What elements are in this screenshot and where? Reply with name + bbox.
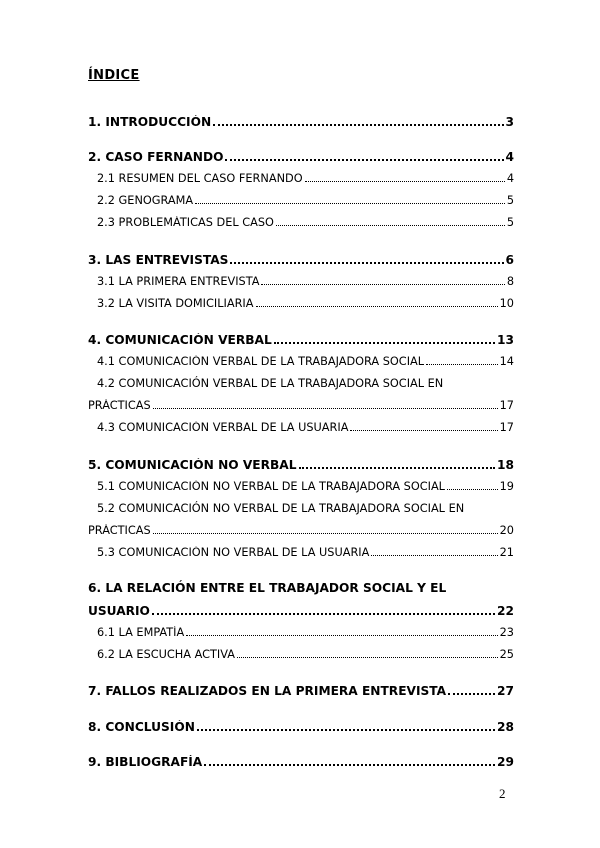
toc-entry-page: 14 [499, 355, 514, 368]
toc-entry-genograma[interactable] [97, 194, 514, 207]
toc-entry-problematicas[interactable] [97, 216, 514, 229]
toc-entry-text: 1. INTRODUCCIÓN [88, 115, 212, 129]
toc-entry-cnv-practicas[interactable] [88, 524, 514, 537]
toc-entry-comunicacion-verbal[interactable] [88, 333, 514, 347]
toc-entry-page: 5 [506, 194, 514, 207]
dot-leader [230, 262, 503, 264]
toc-entry-text: 3.1 LA PRIMERA ENTREVISTA [97, 275, 260, 288]
toc-title: ÍNDICE [88, 68, 140, 83]
dot-leader [426, 364, 498, 365]
toc-entry-caso-fernando[interactable] [88, 150, 514, 164]
toc-entry-page: 4 [506, 172, 514, 185]
toc-entry-text: 2. CASO FERNANDO [88, 150, 224, 164]
dot-leader [448, 693, 495, 695]
dot-leader [299, 467, 496, 469]
toc-entry-text: 6.2 LA ESCUCHA ACTIVA [97, 648, 235, 661]
toc-entry-page: 27 [497, 684, 514, 698]
dot-leader [152, 613, 495, 615]
toc-entry-page: 17 [499, 399, 514, 412]
toc-entry-primera-entrevista[interactable] [97, 275, 514, 288]
dot-leader [186, 635, 497, 636]
toc-entry-relacion-line1[interactable]: 6. LA RELACIÓN ENTRE EL TRABAJADOR SOCIAL Y EL [88, 581, 447, 595]
toc-entry-page: 3 [505, 115, 514, 129]
toc-entry-text: 3.2 LA VISITA DOMICILIARIA [97, 297, 254, 310]
toc-entry-page: 23 [499, 626, 514, 639]
toc-entry-text: 5.3 COMUNICACIÓN NO VERBAL DE LA USUARIA [97, 546, 370, 559]
toc-entry-text: 7. FALLOS REALIZADOS EN LA PRIMERA ENTREVISTA [88, 684, 447, 698]
dot-leader [371, 555, 497, 556]
dot-leader [274, 342, 495, 344]
toc-entry-text: PRÁCTICAS [88, 399, 151, 412]
toc-entry-text: 5.1 COMUNICACIÓN NO VERBAL DE LA TRABAJADORA SOCIAL [97, 480, 445, 493]
toc-entry-page: 10 [499, 297, 514, 310]
dot-leader [350, 430, 497, 431]
dot-leader [153, 533, 498, 534]
toc-entry-text: 4.1 COMUNICACIÓN VERBAL DE LA TRABAJADORA SOCIAL [97, 355, 425, 368]
toc-entry-page: 4 [505, 150, 514, 164]
dot-leader [261, 284, 504, 285]
toc-entry-cnv-trabajadora[interactable] [97, 480, 514, 493]
toc-entry-page: 18 [497, 458, 514, 472]
toc-entry-text: 9. BIBLIOGRAFÍA [88, 755, 203, 769]
toc-entry-text: 3. LAS ENTREVISTAS [88, 253, 229, 267]
toc-entry-page: 17 [499, 421, 514, 434]
toc-entry-page: 5 [506, 216, 514, 229]
dot-leader [213, 124, 503, 126]
toc-entry-page: 6 [505, 253, 514, 267]
toc-entry-bibliografia[interactable] [88, 755, 514, 769]
toc-entry-cv-trabajadora[interactable] [97, 355, 514, 368]
toc-entry-text: USUARIO [88, 604, 150, 618]
toc-entry-introduccion[interactable] [88, 115, 514, 129]
dot-leader [153, 408, 498, 409]
toc-entry-page: 19 [499, 480, 514, 493]
toc-entry-page: 29 [497, 755, 514, 769]
toc-entry-text: 6.1 LA EMPATÍA [97, 626, 185, 639]
toc-entry-page: 13 [497, 333, 514, 347]
dot-leader [237, 657, 498, 658]
toc-entry-visita-domiciliaria[interactable] [97, 297, 514, 310]
toc-entry-page: 25 [499, 648, 514, 661]
toc-entry-page: 8 [506, 275, 514, 288]
toc-entry-resumen[interactable] [97, 172, 514, 185]
toc-entry-comunicacion-no-verbal[interactable] [88, 458, 514, 472]
page-number: 2 [499, 786, 506, 801]
toc-entry-text: 2.3 PROBLEMÁTICAS DEL CASO [97, 216, 274, 229]
toc-entry-cnv-practicas-line1[interactable]: 5.2 COMUNICACIÓN NO VERBAL DE LA TRABAJADORA SOCIAL EN [97, 502, 465, 515]
toc-entry-page: 28 [497, 720, 514, 734]
dot-leader [447, 489, 498, 490]
toc-entry-text: 4. COMUNICACIÓN VERBAL [88, 333, 272, 347]
toc-entry-cnv-usuaria[interactable] [97, 546, 514, 559]
toc-entry-cv-usuaria[interactable] [97, 421, 514, 434]
toc-entry-relacion[interactable] [88, 604, 514, 618]
dot-leader [256, 306, 498, 307]
dot-leader [197, 729, 495, 731]
toc-entry-text: 4.3 COMUNICACIÓN VERBAL DE LA USUARIA [97, 421, 349, 434]
toc-entry-page: 21 [499, 546, 514, 559]
dot-leader [305, 181, 505, 182]
toc-entry-entrevistas[interactable] [88, 253, 514, 267]
dot-leader [276, 225, 505, 226]
toc-entry-text: 5. COMUNICACIÓN NO VERBAL [88, 458, 297, 472]
toc-entry-text: PRÁCTICAS [88, 524, 151, 537]
dot-leader [195, 203, 505, 204]
toc-entry-text: 2.1 RESUMEN DEL CASO FERNANDO [97, 172, 303, 185]
toc-entry-cv-practicas[interactable] [88, 399, 514, 412]
toc-entry-text: 2.2 GENOGRAMA [97, 194, 194, 207]
toc-entry-page: 20 [499, 524, 514, 537]
toc-entry-escucha-activa[interactable] [97, 648, 514, 661]
dot-leader [225, 159, 503, 161]
toc-entry-page: 22 [497, 604, 514, 618]
toc-entry-text: 8. CONCLUSIÓN [88, 720, 195, 734]
toc-entry-cv-practicas-line1[interactable]: 4.2 COMUNICACIÓN VERBAL DE LA TRABAJADORA SOCIAL EN [97, 377, 444, 390]
dot-leader [204, 764, 495, 766]
toc-entry-conclusion[interactable] [88, 720, 514, 734]
toc-entry-fallos[interactable] [88, 684, 514, 698]
toc-entry-empatia[interactable] [97, 626, 514, 639]
